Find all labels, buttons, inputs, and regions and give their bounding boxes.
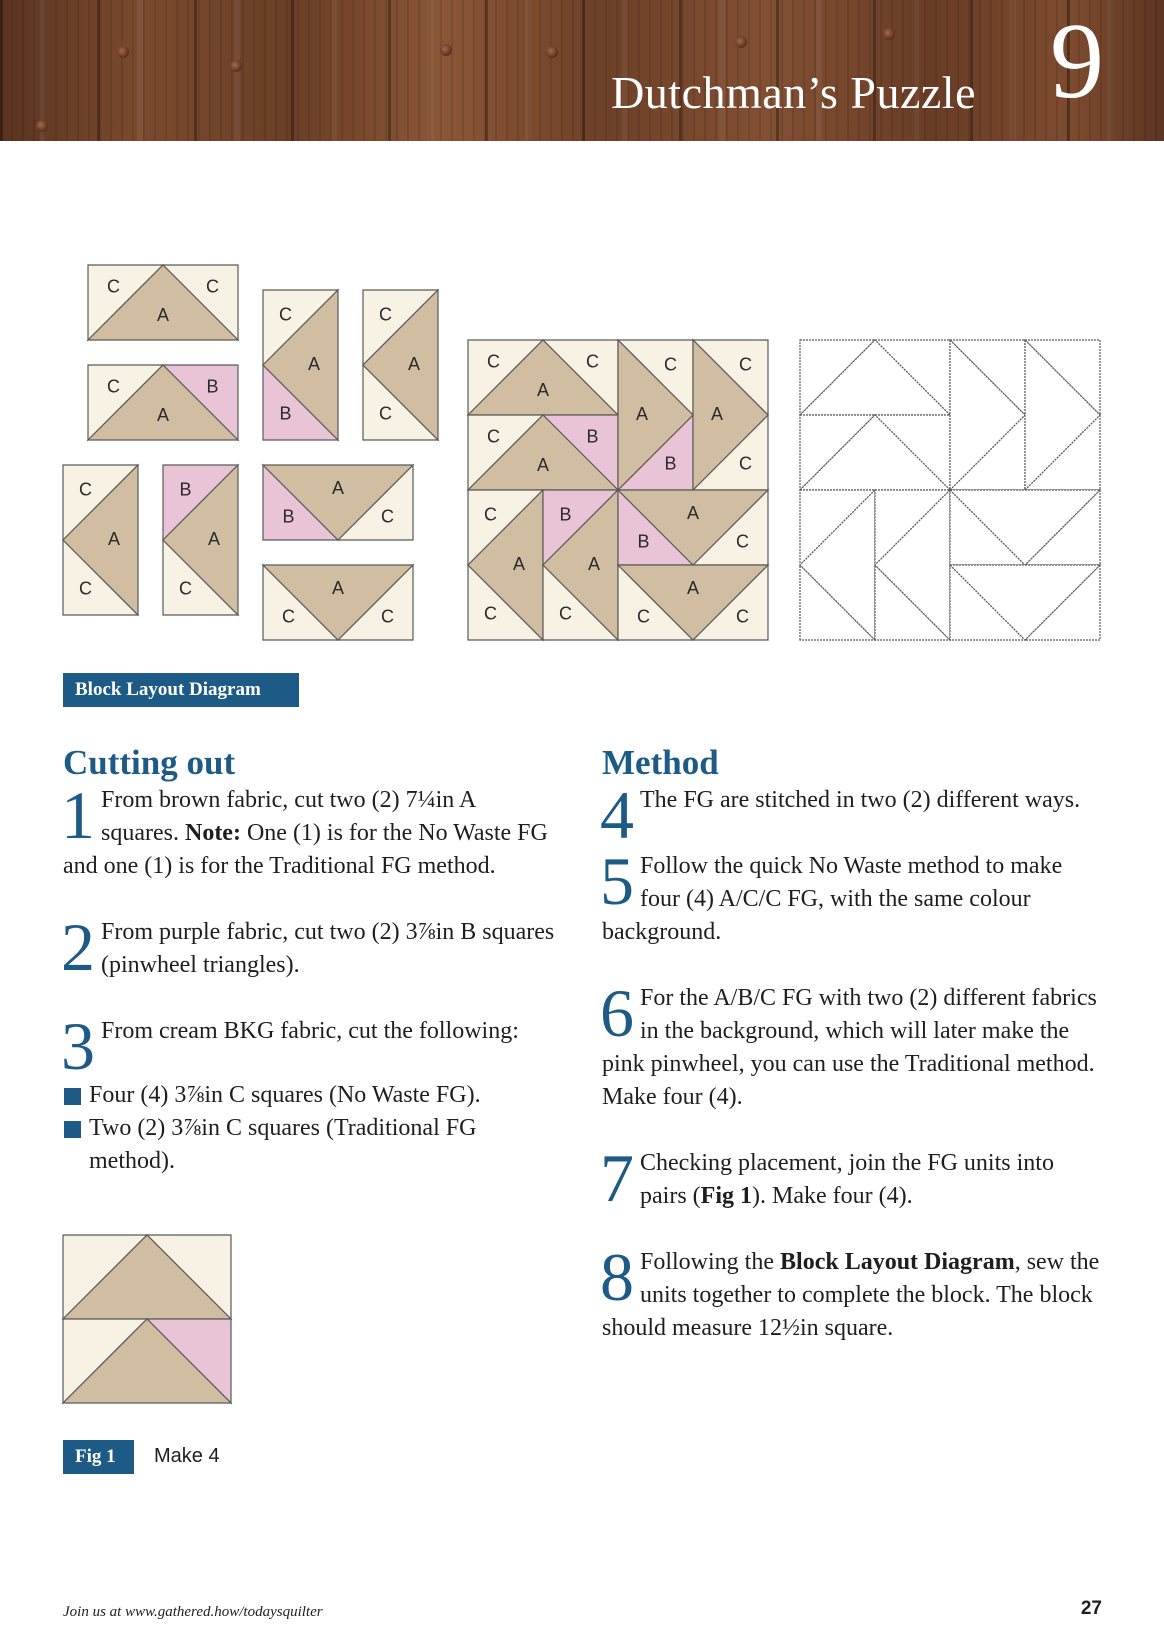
step-7 [600,1140,1102,1216]
step-number: 7 [600,1140,634,1216]
patch-label: A [407,353,421,374]
patch-label: C [107,376,120,397]
step-1 [61,777,558,883]
patch-label: A [635,403,649,424]
patch-label: A [156,304,170,325]
patch-label: C [379,304,392,325]
flying-goose-unit [163,465,238,615]
flying-goose-unit [543,490,618,640]
patch-label: C [637,606,650,627]
patch-label: A [156,404,170,425]
step-text: From purple fabric, cut two (2) 3⅞in B squares (pinwheel triangles). [101,919,555,978]
block-layout-tag: Block Layout Diagram [63,673,299,707]
patch-label: A [331,477,345,498]
cutting-out-section [63,742,558,1178]
patch-label: A [587,553,601,574]
flying-goose-unit [88,365,238,440]
patch-label: C [379,403,392,424]
block-layout-diagram [468,340,768,640]
patch-label: A [307,353,321,374]
patch-label: C [179,578,192,599]
patch-label: C [79,479,92,500]
flying-goose-unit [800,490,875,640]
patch-label: A [536,379,550,400]
bullet-square-icon [64,1121,81,1138]
patch-label: B [664,453,677,474]
patch-label: B [179,479,192,500]
patch-label: C [484,603,497,624]
step-text: ). Make four (4). [751,1183,913,1209]
flying-goose-unit [63,465,138,615]
step-number: 1 [61,777,95,853]
bullet-square-icon [64,1088,81,1105]
patch-label: A [207,528,221,549]
flying-goose-unit [63,1235,231,1319]
step-text: Checking placement, join the FG units into pairs ( [640,1150,1054,1209]
patch-label: A [107,528,121,549]
patch-label: C [381,506,394,527]
flying-goose-unit [800,415,950,490]
flying-goose-unit [950,490,1100,565]
flying-goose-unit [1025,340,1100,490]
footer-website: Join us at www.gathered.how/todaysquilter [63,1604,323,1620]
step-text: One (1) is for the No Waste FG and one (1) is for the Traditional FG method. [63,820,548,879]
step-number: 2 [61,909,95,985]
patch-label: C [279,304,292,325]
list-item-text: Four (4) 3⅞in C squares (No Waste FG). [89,1082,481,1108]
patch-label: C [487,426,500,447]
patch-label: B [279,403,292,424]
flying-goose-unit [63,1319,231,1403]
step-number: 8 [600,1239,634,1315]
patch-label: B [282,506,295,527]
method-section [602,742,1102,1345]
step-text: Follow the quick No Waste method to make four (4) A/C/C FG, with the same colour background. [602,853,1063,945]
patch-label: C [586,351,599,372]
cutting-out-heading: Cutting out [63,743,236,782]
flying-goose-unit [618,340,693,490]
patch-label: B [206,376,219,397]
step-8 [600,1239,1102,1345]
step-text: Following the [640,1249,781,1275]
patch-label: C [381,606,394,627]
step-2 [61,909,558,985]
page-number: 27 [1080,1598,1102,1619]
flying-goose-unit [618,490,768,565]
patch-label: C [736,606,749,627]
patch-label: C [559,603,572,624]
fig1-pair-diagram [63,1235,231,1403]
flying-goose-unit [263,290,338,440]
flying-geese-units [63,265,438,640]
patch-label: C [107,276,120,297]
patch-label: A [686,502,700,523]
step-text: From cream BKG fabric, cut the following: [101,1018,519,1044]
list-item-text: Two (2) 3⅞in C squares (Traditional FG method). [89,1115,477,1174]
method-heading: Method [602,743,719,782]
fig1-tag: Fig 1 [63,1440,134,1474]
block-outline-diagram [800,340,1100,640]
flying-goose-unit [263,465,413,540]
patch-label: C [739,354,752,375]
page-title: Dutchman’s Puzzle [611,67,976,118]
step-3 [61,1008,558,1084]
patch-label: C [664,354,677,375]
patch-label: C [484,504,497,525]
flying-goose-unit [468,415,618,490]
flying-goose-unit [950,340,1025,490]
flying-goose-unit [800,340,950,415]
patch-label: C [282,606,295,627]
step-number: 5 [600,843,634,919]
patch-label: C [206,276,219,297]
patch-label: A [512,553,526,574]
note-label: Note: [184,820,241,846]
step-number: 6 [600,975,634,1051]
fig1-caption: Make 4 [154,1445,220,1467]
step-number: 3 [61,1008,95,1084]
fig-reference: Fig 1 [700,1183,752,1209]
flying-goose-unit [363,290,438,440]
patch-label: B [586,426,599,447]
patch-label: C [79,578,92,599]
flying-goose-unit [263,565,413,640]
list-item [63,1079,558,1112]
patch-label: A [710,403,724,424]
list-item [63,1112,558,1178]
diagram-reference: Block Layout Diagram [780,1249,1015,1275]
block-number: 9 [1050,2,1104,121]
flying-goose-unit [950,565,1100,640]
flying-goose-unit [468,490,543,640]
patch-label: C [487,351,500,372]
step-text: For the A/B/C FG with two (2) different fabrics in the background, which will later make the pink pinwheel, you can use the Traditional method. Make four (4). [602,985,1097,1110]
patch-label: A [331,577,345,598]
flying-goose-unit [693,340,768,490]
flying-goose-unit [618,565,768,640]
flying-goose-unit [88,265,238,340]
patch-label: B [559,504,572,525]
step-6 [600,975,1102,1114]
step-number: 4 [600,777,634,853]
patch-label: B [637,531,650,552]
step-text: From brown fabric, cut two (2) 7¼in A squares. [101,787,475,846]
flying-goose-unit [468,340,618,415]
flying-goose-unit [875,490,950,640]
step-5 [600,843,1102,949]
patch-label: C [739,453,752,474]
patch-label: A [686,577,700,598]
step-text: The FG are stitched in two (2) different ways. [640,787,1081,813]
step-4 [600,777,1102,853]
patch-label: A [536,454,550,475]
step-text: , sew the units together to complete the block. The block should measure 12½in square. [602,1249,1100,1341]
patch-label: C [736,531,749,552]
